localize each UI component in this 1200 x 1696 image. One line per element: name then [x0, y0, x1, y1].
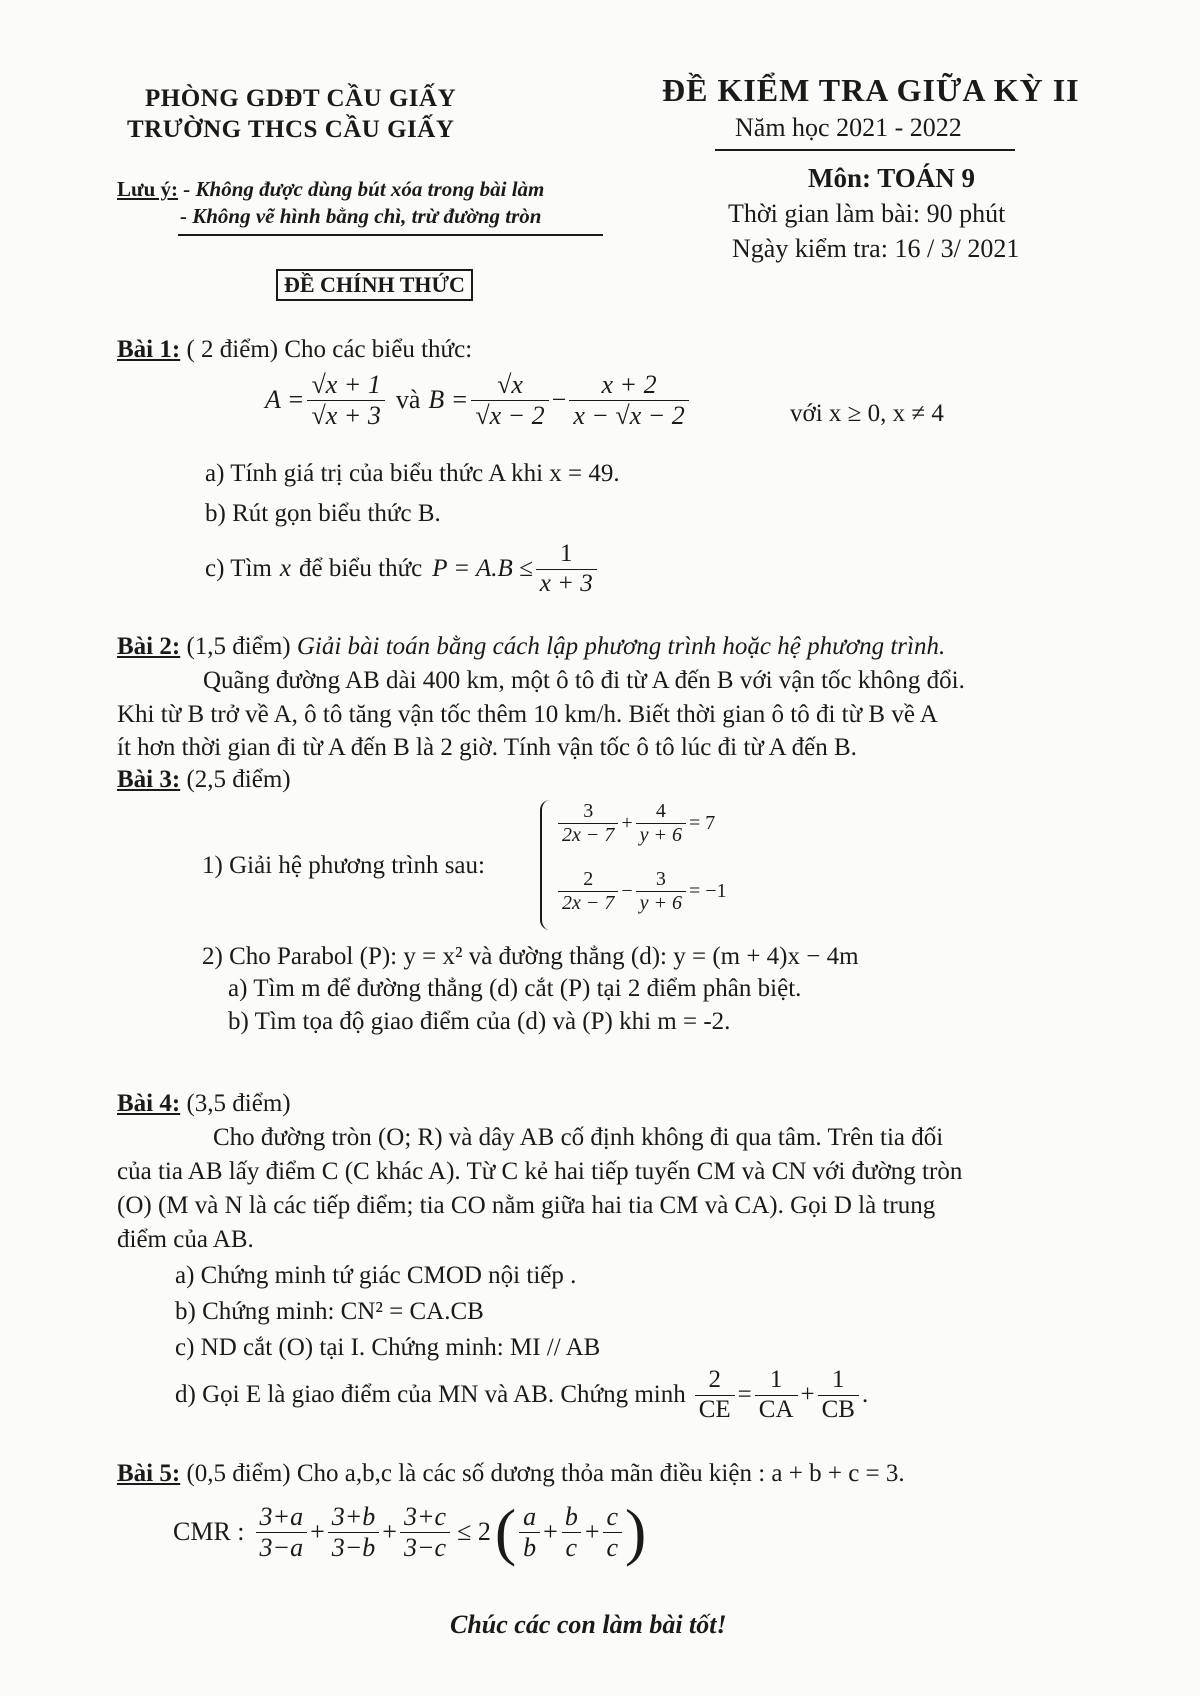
school-year-underline [715, 149, 1015, 151]
bai4-a: a) Chứng minh tứ giác CMOD nội tiếp . [175, 1262, 577, 1289]
eq1-rhs: = 7 [689, 812, 716, 834]
expr-a-den: √x + 3 [307, 400, 384, 431]
bai1-c-den: x + 3 [536, 569, 597, 599]
bai4-d [175, 1366, 868, 1425]
bai4-points: (3,5 điểm) [186, 1090, 291, 1117]
bai3-header [117, 766, 291, 794]
bai5-intro: (0,5 điểm) Cho a,b,c là các số dương thỏa mãn điều kiện : a + b + c = 3. [186, 1460, 905, 1487]
bai4-d-f2-num: 1 [769, 1366, 783, 1393]
eq1-f1-den: 2x − 7 [558, 823, 618, 847]
eq2-rhs: = −1 [689, 880, 727, 902]
bai3-label: Bài 3: [117, 766, 181, 793]
eq2-minus: − [621, 880, 633, 902]
and-word: và [395, 385, 421, 415]
bai5-le: ≤ 2 [457, 1517, 491, 1546]
minus-sign: − [551, 385, 567, 415]
bai2-line-1: Quãng đường AB dài 400 km, một ô tô đi từ A đến B với vận tốc không đổi. [203, 667, 965, 694]
bai3-points: (2,5 điểm) [186, 766, 291, 793]
bai1-c [205, 540, 600, 599]
bai5-g3-num: c [606, 1501, 619, 1531]
bai4-line-2: của tia AB lấy điểm C (C khác A). Từ C kẻ hai tiếp tuyến CM và CN với đường tròn [117, 1158, 963, 1185]
eq2-fraction-1 [558, 868, 618, 915]
bai1-a: a) Tính giá trị của biểu thức A khi x = 49. [205, 460, 620, 487]
bai1-c-fraction [536, 540, 597, 599]
expr-a-fraction [307, 370, 384, 431]
bai5-f3-num: 3+c [403, 1501, 447, 1531]
eq2-fraction-2 [636, 868, 686, 915]
bai5-rparen: ) [625, 1496, 647, 1567]
exam-title: ĐỀ KIỂM TRA GIỮA KỲ II [662, 72, 1080, 108]
bai5-f3-den: 3−c [400, 1532, 450, 1563]
bai1-expressions [265, 370, 692, 431]
system-brace [540, 800, 552, 930]
bai5-label: Bài 5: [117, 1460, 181, 1487]
bai5-fraction-2 [328, 1502, 380, 1563]
expr-b-f1-den: √x − 2 [471, 400, 548, 431]
eq1-f2-num: 4 [655, 800, 666, 822]
bai2-line-2: Khi từ B trở về A, ô tô tăng vận tốc thêm 10 km/h. Biết thời gian ô tô đi từ B về A [117, 701, 938, 728]
subject: Môn: TOÁN 9 [808, 163, 976, 193]
bai5-header [117, 1460, 905, 1488]
bai1-intro: ( 2 điểm) Cho các biểu thức: [186, 336, 473, 363]
department-name: PHÒNG GDĐT CẦU GIẤY [145, 85, 457, 112]
bai3-q2a: a) Tìm m để đường thẳng (d) cắt (P) tại 2 điểm phân biệt. [228, 975, 802, 1002]
bai5-g1-den: b [519, 1532, 540, 1563]
expr-a-num: √x + 1 [311, 370, 381, 399]
bai1-c-var: x [279, 555, 291, 583]
bai4-d-text: d) Gọi E là giao điểm của MN và AB. Chứng minh [175, 1381, 686, 1409]
system-eq-1 [555, 800, 715, 847]
bai5-plus-4: + [584, 1517, 600, 1546]
bai1-label: Bài 1: [117, 336, 181, 363]
bai5-g-fraction-3 [603, 1502, 623, 1563]
bai4-d-eq: = [737, 1381, 752, 1409]
bai5-g2-num: b [564, 1501, 578, 1531]
eq1-f2-den: y + 6 [636, 823, 686, 847]
bai4-line-3: (O) (M và N là các tiếp điểm; tia CO nằm giữa hai tia CM và CA). Gọi D là trung [117, 1192, 936, 1219]
bai5-fraction-3 [400, 1502, 450, 1563]
bai2-instruction: Giải bài toán bằng cách lập phương trình hoặc hệ phương trình. [296, 633, 946, 660]
bai1-c-expr: P = A.B ≤ [432, 555, 533, 583]
bai2-label: Bài 2: [117, 633, 181, 660]
expr-b-fraction-2 [569, 370, 688, 431]
bai4-line-1: Cho đường tròn (O; R) và dây AB cố định không đi qua tâm. Trên tia đối [213, 1124, 944, 1151]
bai4-d-fraction-3 [818, 1366, 859, 1425]
system-eq-2 [555, 868, 727, 915]
expr-b-f2-den: x − √x − 2 [569, 400, 688, 431]
bai4-b: b) Chứng minh: CN² = CA.CB [175, 1298, 484, 1325]
bai4-d-fraction-2 [755, 1366, 798, 1425]
note-underline [178, 234, 603, 236]
bai2-header [117, 633, 945, 661]
school-name: TRƯỜNG THCS CẦU GIẤY [127, 116, 455, 143]
bai1-c-text2: để biểu thức [299, 555, 423, 583]
duration: Thời gian làm bài: 90 phút [728, 199, 1006, 228]
bai5-plus-3: + [543, 1517, 558, 1546]
bai5-g3-den: c [603, 1532, 623, 1563]
bai5-f1-num: 3+a [259, 1501, 304, 1531]
bai5-g-fraction-1 [519, 1502, 540, 1563]
eq1-plus: + [621, 812, 633, 834]
eq2-f1-den: 2x − 7 [558, 891, 618, 915]
bai2-line-3: ít hơn thời gian đi từ A đến B là 2 giờ. Tính vận tốc ô tô lúc đi từ A đến B. [117, 734, 857, 761]
expr-b-f2-num: x + 2 [601, 370, 657, 399]
closing-message: Chúc các con làm bài tốt! [450, 1610, 727, 1639]
bai4-d-f2-den: CA [755, 1395, 798, 1425]
note-2: - Không vẽ hình bằng chì, trừ đường tròn [180, 204, 542, 228]
bai4-d-f3-num: 1 [832, 1366, 845, 1393]
bai1-condition: với x ≥ 0, x ≠ 4 [790, 400, 944, 427]
expr-a-lhs: A = [265, 385, 305, 415]
bai1-header [117, 336, 472, 364]
expr-b-f1-num: √x [497, 370, 523, 399]
bai5-f1-den: 3−a [256, 1532, 308, 1563]
bai5-f2-den: 3−b [328, 1532, 380, 1563]
bai4-d-dot: . [861, 1381, 869, 1409]
school-year: Năm học 2021 - 2022 [735, 113, 962, 142]
bai2-points: (1,5 điểm) [186, 633, 291, 660]
bai3-q1: 1) Giải hệ phương trình sau: [202, 852, 485, 879]
bai5-plus-2: + [382, 1517, 397, 1546]
eq2-f2-den: y + 6 [636, 891, 686, 915]
bai5-g-fraction-2 [561, 1502, 582, 1563]
bai5-cmr: CMR : [173, 1517, 245, 1546]
official-label: ĐỀ CHÍNH THỨC [276, 269, 473, 301]
eq2-f1-num: 2 [583, 868, 594, 890]
bai4-c: c) ND cắt (O) tại I. Chứng minh: MI // AB [175, 1334, 601, 1361]
exam-date: Ngày kiểm tra: 16 / 3/ 2021 [732, 234, 1020, 263]
bai4-label: Bài 4: [117, 1090, 181, 1117]
eq2-f2-num: 3 [655, 868, 666, 890]
note-label: Lưu ý: [117, 177, 179, 201]
bai5-plus-1: + [310, 1517, 325, 1546]
bai4-d-fraction-1 [695, 1366, 735, 1425]
bai5-lparen: ( [494, 1496, 517, 1567]
bai5-inequality [173, 1496, 647, 1567]
bai4-d-f1-num: 2 [708, 1366, 721, 1393]
expr-b-lhs: B = [428, 385, 469, 415]
bai1-c-num: 1 [559, 540, 573, 567]
bai4-d-f1-den: CE [695, 1395, 735, 1425]
expr-b-fraction-1 [471, 370, 548, 431]
bai1-b: b) Rút gọn biểu thức B. [205, 500, 441, 527]
bai5-fraction-1 [256, 1502, 308, 1563]
eq1-f1-num: 3 [583, 800, 594, 822]
bai4-header [117, 1090, 291, 1118]
eq1-fraction-2 [636, 800, 686, 847]
bai5-f2-num: 3+b [331, 1501, 376, 1531]
eq1-fraction-1 [558, 800, 618, 847]
bai5-g1-num: a [523, 1501, 537, 1531]
bai3-q2b: b) Tìm tọa độ giao điểm của (d) và (P) khi m = -2. [228, 1008, 731, 1035]
note-1: - Không được dùng bút xóa trong bài làm [183, 177, 545, 201]
bai4-line-4: điểm của AB. [117, 1226, 254, 1253]
note-line-1 [117, 177, 544, 202]
bai4-d-plus: + [800, 1381, 815, 1409]
bai1-c-text: c) Tìm [205, 555, 272, 583]
bai4-d-f3-den: CB [818, 1395, 859, 1425]
bai3-q2: 2) Cho Parabol (P): y = x² và đường thẳng (d): y = (m + 4)x − 4m [202, 943, 859, 970]
bai5-g2-den: c [562, 1532, 582, 1563]
